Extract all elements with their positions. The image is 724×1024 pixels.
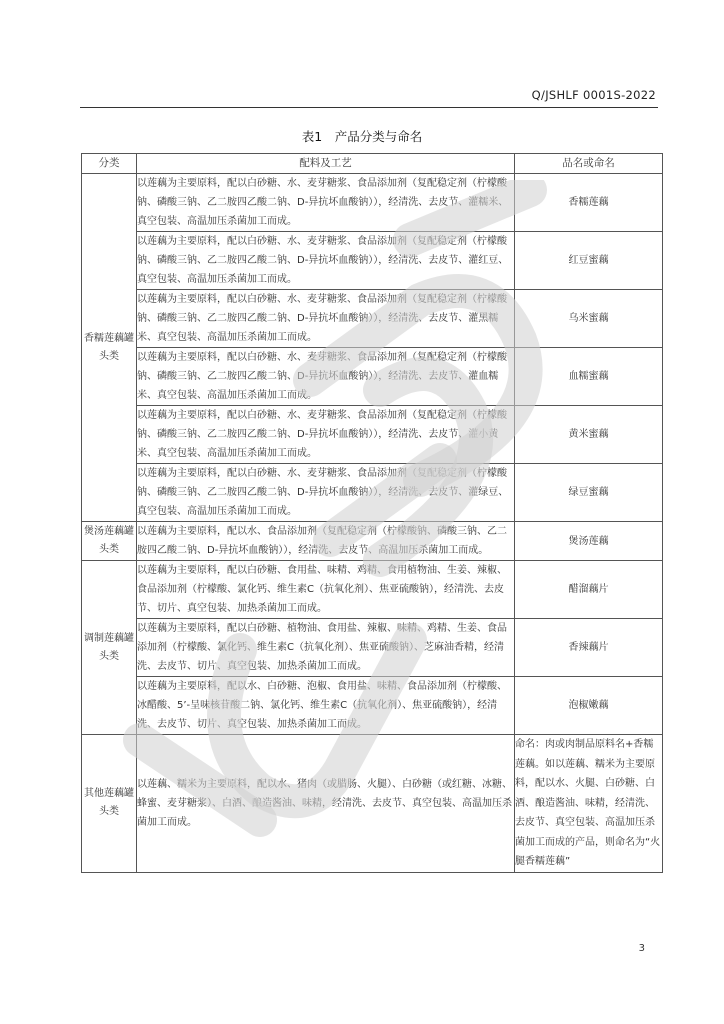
product-name-cell: 泡椒嫩藕 [515, 677, 663, 735]
product-name-cell: 香糯莲藕 [515, 174, 663, 232]
product-name-cell: 命名：肉或肉制品原料名+香糯莲藕。如以莲藕、糯米为主要原料，配以水、火腿、白砂糖、白酒、酿造酱油、味精，经清洗、去皮节、真空包装、高温加压杀菌加工而成的产品，则命名为“火腿香糯莲藕” [515, 735, 663, 873]
table-row [82, 348, 663, 406]
category-cell: 调制莲藕罐头类 [82, 561, 137, 735]
process-cell: 以莲藕为主要原料，配以白砂糖、植物油、食用盐、辣椒、味精、鸡精、生姜、食品添加剂（柠檬酸、氯化钙、维生素C（抗氧化剂）、焦亚硫酸钠）、芝麻油香精，经清洗、去皮节、切片、真空包装、加热杀菌加工而成。 [137, 619, 515, 677]
table-row [82, 677, 663, 735]
process-cell: 以莲藕为主要原料，配以水、食品添加剂（复配稳定剂（柠檬酸钠、磷酸三钠、乙二胺四乙酸二钠、D-异抗坏血酸钠）），经清洗、去皮节、高温加压杀菌加工而成。 [137, 522, 515, 561]
table-row [82, 464, 663, 522]
product-name-cell: 乌米蜜藕 [515, 290, 663, 348]
table-row [82, 735, 663, 873]
product-name-cell: 血糯蜜藕 [515, 348, 663, 406]
table-row [82, 522, 663, 561]
category-cell: 香糯莲藕罐头类 [82, 174, 137, 522]
process-cell: 以莲藕为主要原料，配以白砂糖、水、麦芽糖浆、食品添加剂（复配稳定剂（柠檬酸钠、磷酸三钠、乙二胺四乙酸二钠、D-异抗坏血酸钠）），经清洗、去皮节、灌糯米、真空包装、高温加压杀菌加工而成。 [137, 174, 515, 232]
page-number: 3 [638, 943, 645, 954]
process-cell: 以莲藕为主要原料，配以白砂糖、水、麦芽糖浆、食品添加剂（复配稳定剂（柠檬酸钠、磷酸三钠、乙二胺四乙酸二钠、D-异抗坏血酸钠）），经清洗、去皮节、灌小黄米、真空包装、高温加压杀菌加工而成。 [137, 406, 515, 464]
process-cell: 以莲藕为主要原料，配以水、白砂糖、泡椒、食用盐、味精、食品添加剂（柠檬酸、冰醋酸、5’-呈味核苷酸二钠、氯化钙、维生素C（抗氧化剂）、焦亚硫酸钠），经清洗、去皮节、切片、真空包装、加热杀菌加工而成。 [137, 677, 515, 735]
document-code: Q/JSHLF 0001S-2022 [531, 88, 656, 102]
table-row [82, 619, 663, 677]
table-row [82, 290, 663, 348]
column-header-name: 品名或命名 [515, 154, 663, 174]
process-cell: 以莲藕为主要原料，配以白砂糖、水、麦芽糖浆、食品添加剂（复配稳定剂（柠檬酸钠、磷酸三钠、乙二胺四乙酸二钠、D-异抗坏血酸钠）），经清洗、去皮节、灌绿豆、真空包装、高温加压杀菌加工而成。 [137, 464, 515, 522]
table-row [82, 174, 663, 232]
product-name-cell: 绿豆蜜藕 [515, 464, 663, 522]
table-title: 表1 产品分类与命名 [301, 129, 423, 144]
product-name-cell: 煲汤莲藕 [515, 522, 663, 561]
category-cell: 其他莲藕罐头类 [82, 735, 137, 873]
table-row [82, 406, 663, 464]
column-header-process: 配料及工艺 [137, 154, 515, 174]
product-name-cell: 红豆蜜藕 [515, 232, 663, 290]
header-rule [80, 107, 658, 108]
table-row [82, 232, 663, 290]
column-header-category: 分类 [82, 154, 137, 174]
process-cell: 以莲藕为主要原料，配以白砂糖、水、麦芽糖浆、食品添加剂（复配稳定剂（柠檬酸钠、磷酸三钠、乙二胺四乙酸二钠、D-异抗坏血酸钠）），经清洗、去皮节、灌红豆、真空包装、高温加压杀菌加工而成。 [137, 232, 515, 290]
table-header-row [82, 154, 663, 174]
product-name-cell: 香辣藕片 [515, 619, 663, 677]
category-cell: 煲汤莲藕罐头类 [82, 522, 137, 561]
process-cell: 以莲藕为主要原料，配以白砂糖、水、麦芽糖浆、食品添加剂（复配稳定剂（柠檬酸钠、磷酸三钠、乙二胺四乙酸二钠、D-异抗坏血酸钠）），经清洗、去皮节、灌黑糯米、真空包装、高温加压杀菌加工而成。 [137, 290, 515, 348]
product-name-cell: 黄米蜜藕 [515, 406, 663, 464]
process-cell: 以莲藕为主要原料，配以白砂糖、水、麦芽糖浆、食品添加剂（复配稳定剂（柠檬酸钠、磷酸三钠、乙二胺四乙酸二钠、D-异抗坏血酸钠）），经清洗、去皮节、灌血糯米、真空包装、高温加压杀菌加工而成。 [137, 348, 515, 406]
product-classification-table [81, 153, 663, 873]
process-cell: 以莲藕、糯米为主要原料，配以水、猪肉（或腊肠、火腿）、白砂糖（或红糖、冰糖、蜂蜜、麦芽糖浆）、白酒、酿造酱油、味精，经清洗、去皮节、真空包装、高温加压杀菌加工而成。 [137, 735, 515, 873]
table-row [82, 561, 663, 619]
product-name-cell: 醋溜藕片 [515, 561, 663, 619]
process-cell: 以莲藕为主要原料，配以白砂糖、食用盐、味精、鸡精、食用植物油、生姜、辣椒、食品添加剂（柠檬酸、氯化钙、维生素C（抗氧化剂）、焦亚硫酸钠），经清洗、去皮节、切片、真空包装、加热杀菌加工而成。 [137, 561, 515, 619]
